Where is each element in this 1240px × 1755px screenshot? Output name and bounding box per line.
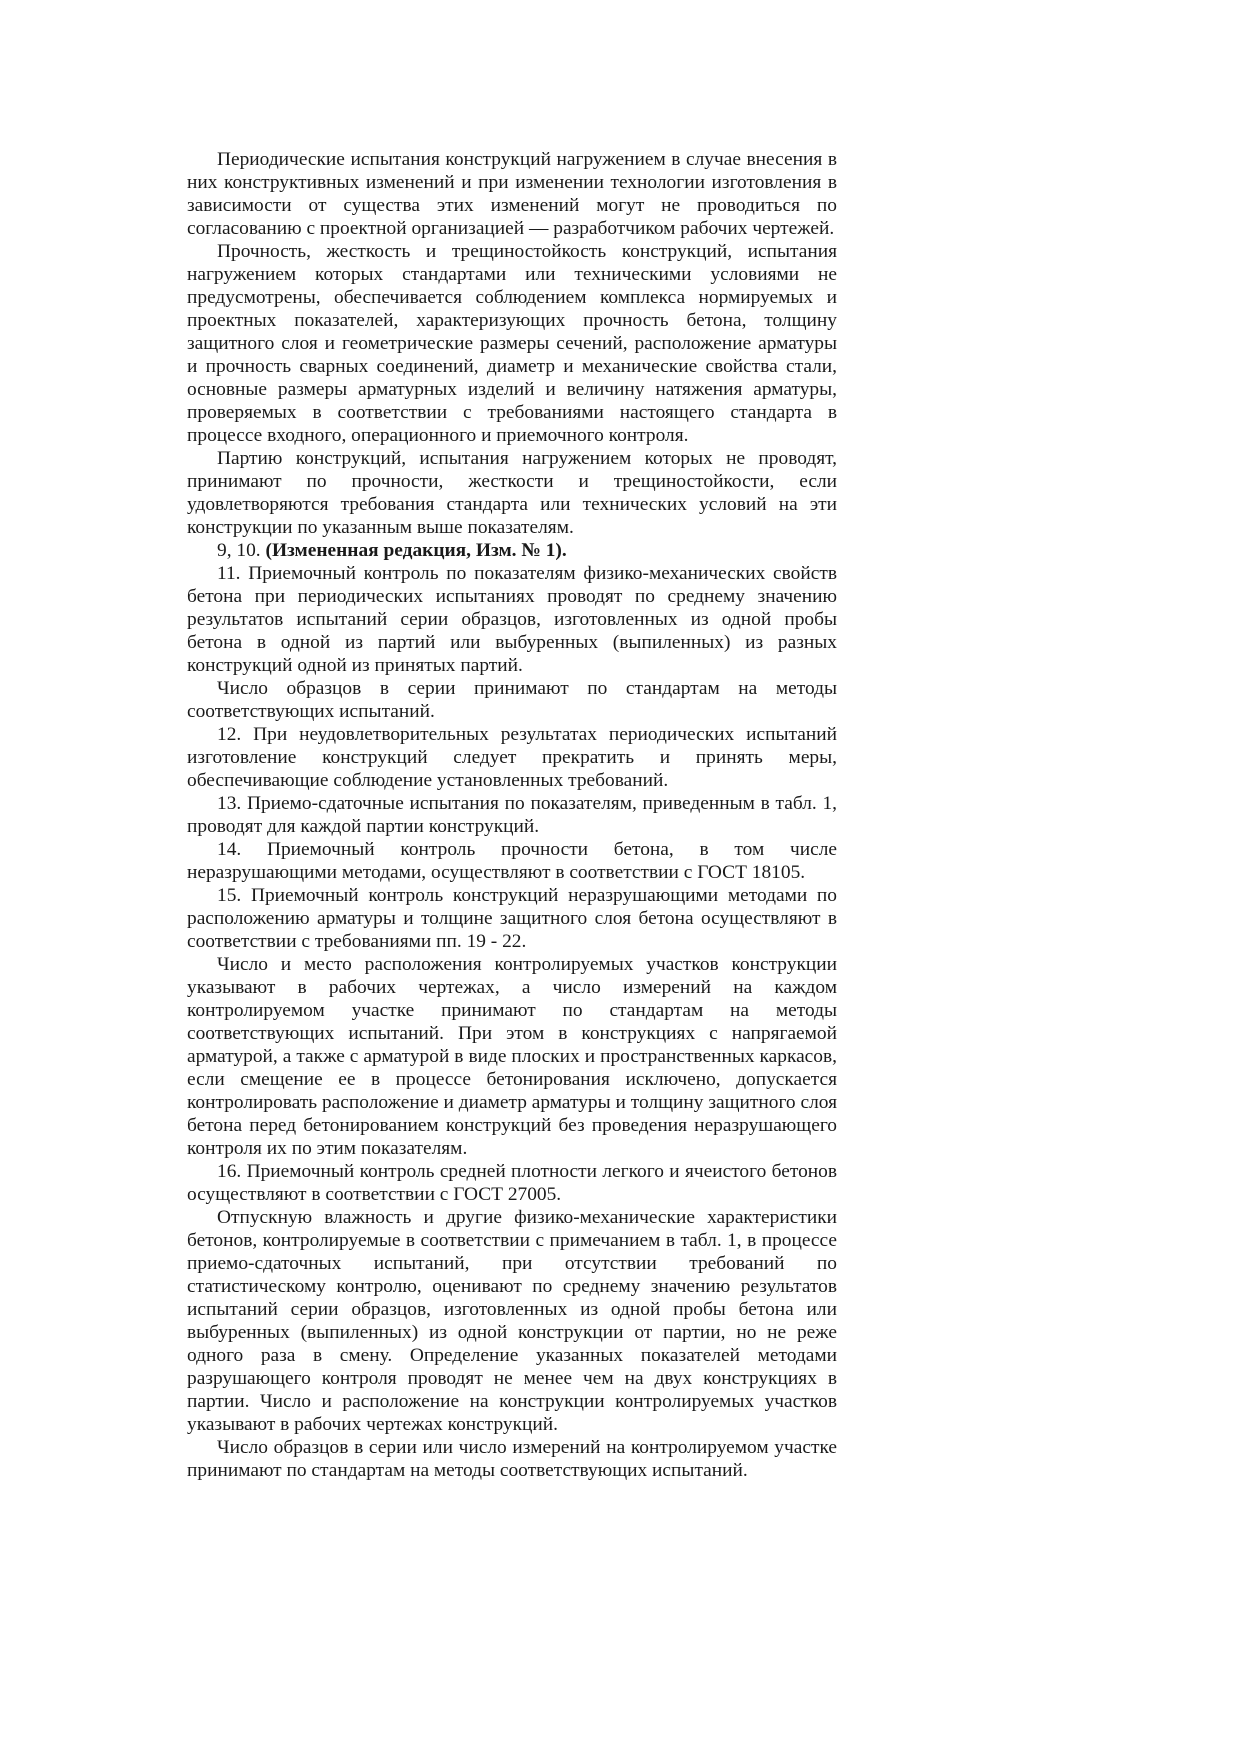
paragraph: Число образцов в серии или число измерений на контролируемом участке принимают по стандартам на методы соответствующих испытаний. <box>187 1437 837 1481</box>
paragraph: 16. Приемочный контроль средней плотности легкого и ячеистого бетонов осуществляют в соответствии с ГОСТ 27005. <box>187 1161 837 1205</box>
paragraph-amendment-note <box>187 539 837 562</box>
document-page <box>187 148 837 1482</box>
paragraph-number-prefix: 9, 10. <box>217 540 266 561</box>
amendment-note-bold: (Измененная редакция, Изм. № 1). <box>265 540 567 561</box>
paragraph: 15. Приемочный контроль конструкций неразрушающими методами по расположению арматуры и толщине защитного слоя бетона осуществляют в соответствии с требованиями пп. 19 - 22. <box>187 885 837 952</box>
paragraph: Периодические испытания конструкций нагружением в случае внесения в них конструктивных изменений и при изменении технологии изготовления в зависимости от существа этих изменений могут не проводиться по согласованию с проектной организацией — разработчиком рабочих чертежей. <box>187 149 837 239</box>
paragraph: Партию конструкций, испытания нагружением которых не проводят, принимают по прочности, жесткости и трещиностойкости, если удовлетворяются требования стандарта или технических условий на эти конструкции по указанным выше показателям. <box>187 448 837 538</box>
paragraph: Число и место расположения контролируемых участков конструкции указывают в рабочих чертежах, а число измерений на каждом контролируемом участке принимают по стандартам на методы соответствующих испытаний. При этом в конструкциях с напрягаемой арматурой, а также с арматурой в виде плоских и пространственных каркасов, если смещение ее в процессе бетонирования исключено, допускается контролировать расположение и диаметр арматуры и толщину защитного слоя бетона перед бетонированием конструкций без проведения неразрушающего контроля их по этим показателям. <box>187 954 837 1159</box>
paragraph: 14. Приемочный контроль прочности бетона, в том числе неразрушающими методами, осуществляют в соответствии с ГОСТ 18105. <box>187 839 837 883</box>
paragraph: Отпускную влажность и другие физико-механические характеристики бетонов, контролируемые в соответствии с примечанием в табл. 1, в процессе приемо-сдаточных испытаний, при отсутствии требований по статистическому контролю, оценивают по среднему значению результатов испытаний серии образцов, изготовленных из одной пробы бетона или выбуренных (выпиленных) из одной конструкции от партии, но не реже одного раза в смену. Определение указанных показателей методами разрушающего контроля проводят не менее чем на двух конструкциях в партии. Число и расположение на конструкции контролируемых участков указывают в рабочих чертежах конструкций. <box>187 1207 837 1435</box>
paragraph: Число образцов в серии принимают по стандартам на методы соответствующих испытаний. <box>187 678 837 722</box>
paragraph: 11. Приемочный контроль по показателям физико-механических свойств бетона при периодических испытаниях проводят по среднему значению результатов испытаний серии образцов, изготовленных из одной пробы бетона в одной из партий или выбуренных (выпиленных) из разных конструкций одной из принятых партий. <box>187 563 837 676</box>
paragraph: Прочность, жесткость и трещиностойкость конструкций, испытания нагружением которых стандартами или техническими условиями не предусмотрены, обеспечивается соблюдением комплекса нормируемых и проектных показателей, характеризующих прочность бетона, толщину защитного слоя и геометрические размеры сечений, расположение арматуры и прочность сварных соединений, диаметр и механические свойства стали, основные размеры арматурных изделий и величину натяжения арматуры, проверяемых в соответствии с требованиями настоящего стандарта в процессе входного, операционного и приемочного контроля. <box>187 241 837 446</box>
paragraph: 12. При неудовлетворительных результатах периодических испытаний изготовление конструкций следует прекратить и принять меры, обеспечивающие соблюдение установленных требований. <box>187 724 837 791</box>
paragraph: 13. Приемо-сдаточные испытания по показателям, приведенным в табл. 1, проводят для каждой партии конструкций. <box>187 793 837 837</box>
